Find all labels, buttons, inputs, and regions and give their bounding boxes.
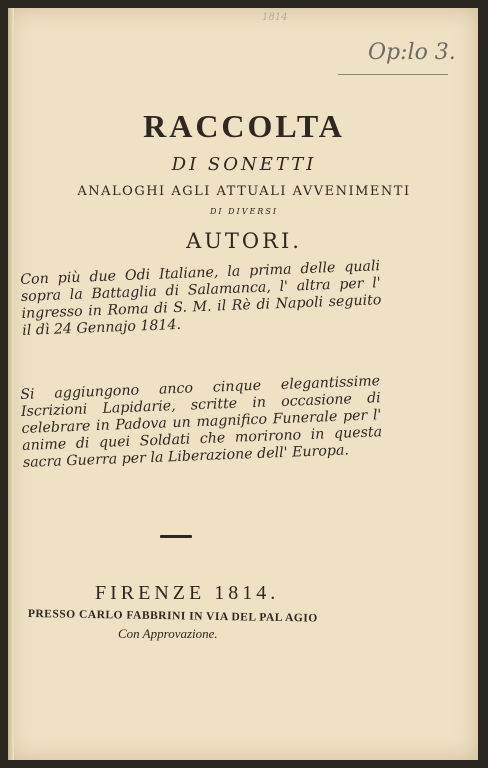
subtitle-line-2: ANALOGHI AGLI ATTUALI AVVENIMENTI: [77, 184, 411, 199]
subtitle-line-3: DI DIVERSI: [210, 207, 278, 216]
shelfmark-underline: [338, 74, 448, 75]
rule-ornament: [160, 535, 192, 538]
book-title: RACCOLTA: [143, 108, 345, 144]
authors-heading: AUTORI.: [186, 229, 302, 253]
description-paragraph-2: Si aggiungono anco cinque elegantissime Iscrizioni Lapidarie, scritte in occasione di celebrare in Padova un magnifico Funerale per l' anime di quei Soldati che morirono in questa sacra Guerra per la Liberazione dell' Europa.: [20, 373, 383, 471]
description-paragraph-1: Con più due Odi Italiane, la prima delle quali sopra la Battaglia di Salamanca, l' altra per l' ingresso in Roma di S. M. il Rè di Napoli seguito il dì 24 Gennajo 1814.: [20, 258, 382, 339]
shelfmark-annotation: Op:lo 3.: [368, 40, 456, 65]
imprint-city-year: FIRENZE 1814.: [95, 582, 280, 604]
imprint-approval: Con Approvazione.: [118, 626, 218, 641]
book-subtitle: DI SONETTI: [171, 154, 317, 175]
pencil-annotation: 1814: [262, 12, 288, 23]
imprint-printer: PRESSO CARLO FABBRINI IN VIA DEL PAL AGIO: [27, 608, 318, 625]
